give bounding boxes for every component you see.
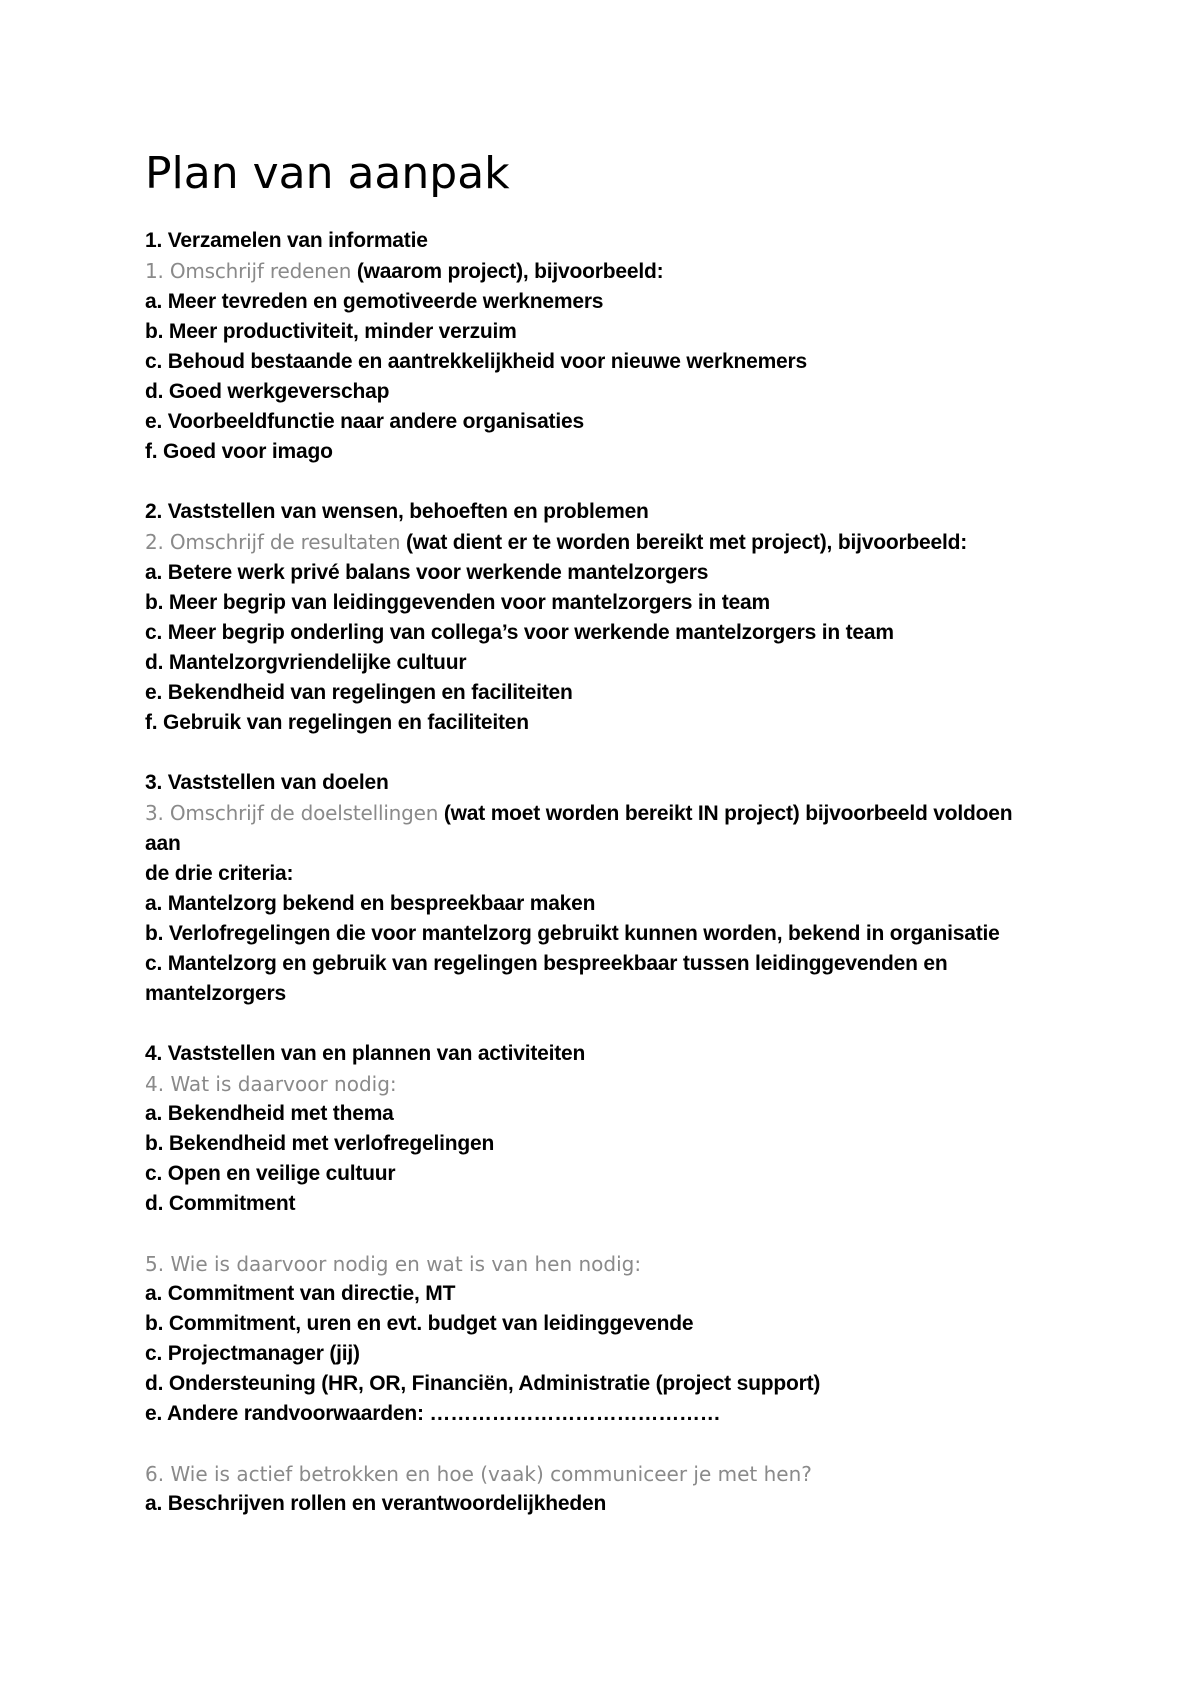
- list-item: e. Voorbeeldfunctie naar andere organisaties: [145, 410, 584, 433]
- section-question: 6. Wie is actief betrokken en hoe (vaak) communiceer je met hen?: [145, 1462, 812, 1486]
- list-item: b. Meer productiviteit, minder verzuim: [145, 320, 517, 343]
- list-item: d. Goed werkgeverschap: [145, 380, 390, 403]
- subheading-rest: (wat moet worden bereikt IN project) bijvoorbeeld voldoen: [438, 802, 1013, 825]
- page-title: Plan van aanpak: [145, 148, 510, 199]
- subheading-continuation: de drie criteria:: [145, 862, 294, 885]
- section-6: [145, 1459, 1085, 1519]
- subheading-rest: (wat dient er te worden bereikt met project), bijvoorbeeld:: [400, 531, 968, 554]
- list-item: a. Meer tevreden en gemotiveerde werknemers: [145, 290, 604, 313]
- section-heading: 3. Vaststellen van doelen: [145, 771, 389, 794]
- list-item: e. Andere randvoorwaarden: ……………………………………: [145, 1402, 721, 1425]
- section-5: [145, 1249, 1085, 1429]
- list-item: a. Bekendheid met thema: [145, 1102, 394, 1125]
- list-item: c. Meer begrip onderling van collega’s voor werkende mantelzorgers in team: [145, 621, 894, 644]
- list-item: b. Verlofregelingen die voor mantelzorg gebruikt kunnen worden, bekend in organisatie: [145, 922, 1000, 945]
- list-item: a. Commitment van directie, MT: [145, 1282, 456, 1305]
- document-page: [145, 148, 1085, 1549]
- list-item: mantelzorgers: [145, 982, 286, 1005]
- section-question: 4. Wat is daarvoor nodig:: [145, 1072, 397, 1096]
- subheading-continuation: aan: [145, 832, 181, 855]
- subheading-lead: 2. Omschrijf de resultaten: [145, 530, 401, 554]
- section-2: [145, 497, 1085, 738]
- list-item: a. Mantelzorg bekend en bespreekbaar maken: [145, 892, 596, 915]
- list-item: f. Goed voor imago: [145, 440, 333, 463]
- list-item: c. Behoud bestaande en aantrekkelijkheid voor nieuwe werknemers: [145, 350, 807, 373]
- section-subheading: [145, 527, 1085, 558]
- list-item: c. Open en veilige cultuur: [145, 1162, 396, 1185]
- section-heading: 2. Vaststellen van wensen, behoeften en problemen: [145, 500, 649, 523]
- subheading-lead: 3. Omschrijf de doelstellingen: [145, 801, 439, 825]
- list-item: b. Commitment, uren en evt. budget van leidinggevende: [145, 1312, 694, 1335]
- section-subheading: [145, 798, 1085, 829]
- list-item: f. Gebruik van regelingen en faciliteiten: [145, 711, 529, 734]
- list-item: b. Bekendheid met verlofregelingen: [145, 1132, 495, 1155]
- subheading-lead: 1. Omschrijf redenen: [145, 259, 352, 283]
- section-1: [145, 226, 1085, 467]
- list-item: d. Commitment: [145, 1192, 296, 1215]
- list-item: a. Betere werk privé balans voor werkende mantelzorgers: [145, 561, 709, 584]
- section-question: 5. Wie is daarvoor nodig en wat is van hen nodig:: [145, 1252, 642, 1276]
- section-heading: 1. Verzamelen van informatie: [145, 229, 428, 252]
- section-subheading: [145, 256, 1085, 287]
- list-item: c. Mantelzorg en gebruik van regelingen bespreekbaar tussen leidinggevenden en: [145, 952, 948, 975]
- list-item: b. Meer begrip van leidinggevenden voor mantelzorgers in team: [145, 591, 770, 614]
- list-item: e. Bekendheid van regelingen en faciliteiten: [145, 681, 573, 704]
- subheading-rest: (waarom project), bijvoorbeeld:: [351, 260, 664, 283]
- section-4: [145, 1039, 1085, 1219]
- list-item: d. Mantelzorgvriendelijke cultuur: [145, 651, 467, 674]
- list-item: a. Beschrijven rollen en verantwoordelijkheden: [145, 1492, 607, 1515]
- list-item: d. Ondersteuning (HR, OR, Financiën, Administratie (project support): [145, 1372, 821, 1395]
- list-item: c. Projectmanager (jij): [145, 1342, 360, 1365]
- section-heading: 4. Vaststellen van en plannen van activiteiten: [145, 1042, 586, 1065]
- section-3: [145, 768, 1085, 1009]
